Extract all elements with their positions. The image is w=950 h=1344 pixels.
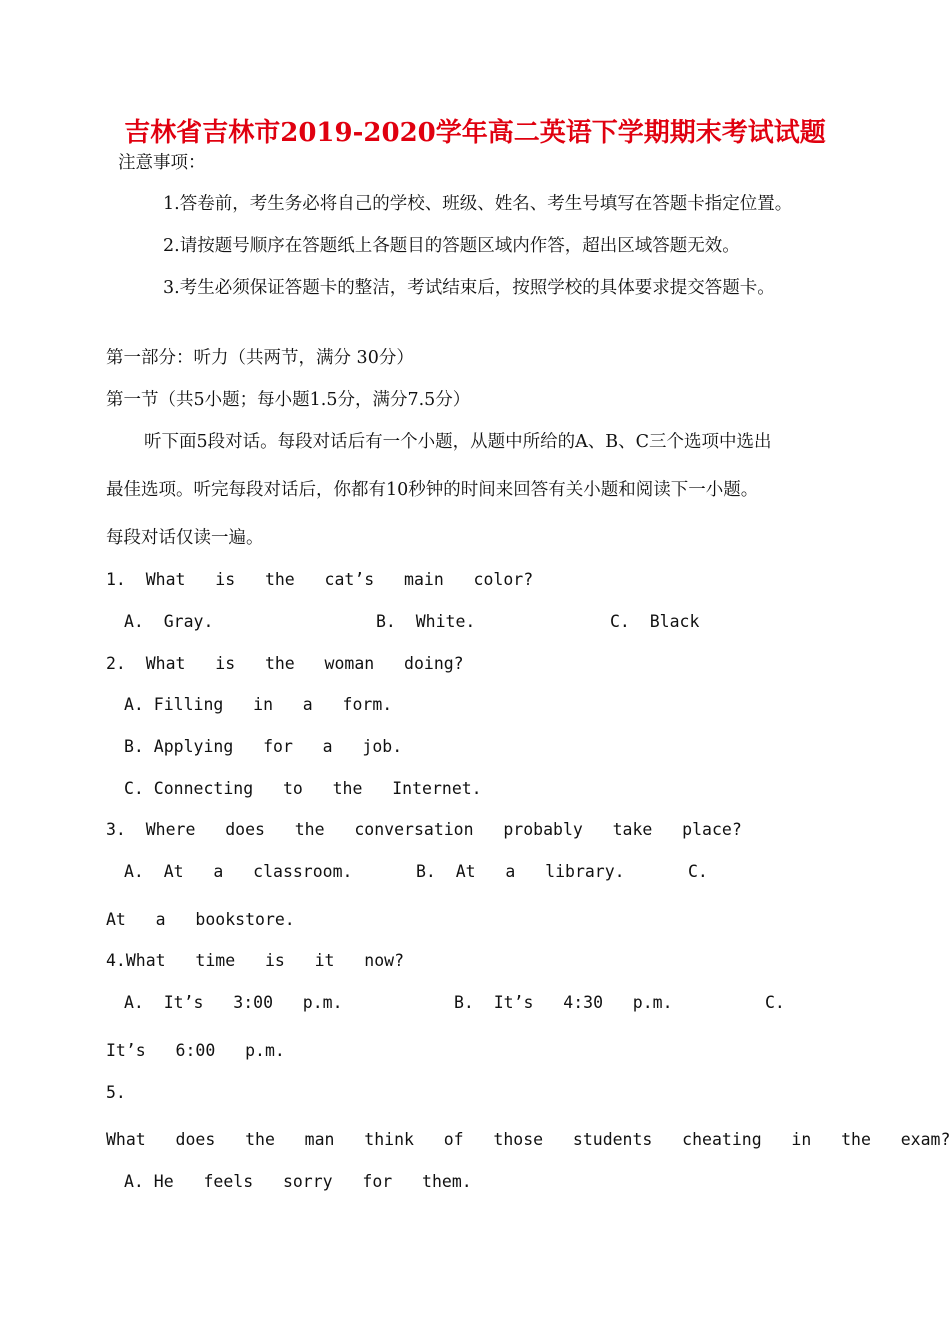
option-b: B. Applying for a job. xyxy=(124,737,403,756)
notice-item: 1.答卷前，考生务必将自己的学校、班级、姓名、考生号填写在答题卡指定位置。 xyxy=(163,194,793,214)
option-c: C. xyxy=(765,993,785,1012)
option-a: A. He feels sorry for them. xyxy=(124,1172,472,1191)
part-heading: 第一部分：听力（共两节，满分 30分） xyxy=(106,348,414,368)
question-number: 5. xyxy=(106,1083,126,1102)
option-a: A. Gray. xyxy=(124,612,214,631)
instruction-line: 最佳选项。听完每段对话后，你都有10秒钟的时间来回答有关小题和阅读下一小题。 xyxy=(106,480,759,500)
question-stem: 4.What time is it now? xyxy=(106,951,405,970)
section-heading: 第一节（共5小题；每小题1.5分，满分7.5分） xyxy=(106,390,471,410)
notice-item: 2.请按题号顺序在答题纸上各题目的答题区域内作答，超出区域答题无效。 xyxy=(163,236,740,256)
option-c-text: At a bookstore. xyxy=(106,910,295,929)
option-a: A. Filling in a form. xyxy=(124,695,393,714)
question-stem: What does the man think of those students cheating in the exam? xyxy=(106,1130,950,1149)
option-c: C. Connecting to the Internet. xyxy=(124,779,482,798)
question-stem: 1. What is the cat’s main color? xyxy=(106,570,534,589)
option-c-text: It’s 6:00 p.m. xyxy=(106,1041,285,1060)
option-b: B. It’s 4:30 p.m. xyxy=(454,993,673,1012)
option-c: C. Black xyxy=(610,612,700,631)
option-a: A. At a classroom. xyxy=(124,862,353,881)
option-c: C. xyxy=(688,862,708,881)
question-stem: 3. Where does the conversation probably take place? xyxy=(106,820,742,839)
instruction-line: 听下面5段对话。每段对话后有一个小题，从题中所给的A、B、C三个选项中选出 xyxy=(144,432,772,452)
option-b: B. White. xyxy=(376,612,476,631)
notice-heading: 注意事项： xyxy=(118,153,206,173)
option-a: A. It’s 3:00 p.m. xyxy=(124,993,343,1012)
notice-item: 3.考生必须保证答题卡的整洁，考试结束后，按照学校的具体要求提交答题卡。 xyxy=(163,278,775,298)
exam-title: 吉林省吉林市2019-2020学年高二英语下学期期末考试试题 xyxy=(124,118,826,148)
question-stem: 2. What is the woman doing? xyxy=(106,654,464,673)
instruction-line: 每段对话仅读一遍。 xyxy=(106,528,264,548)
option-b: B. At a library. xyxy=(416,862,625,881)
